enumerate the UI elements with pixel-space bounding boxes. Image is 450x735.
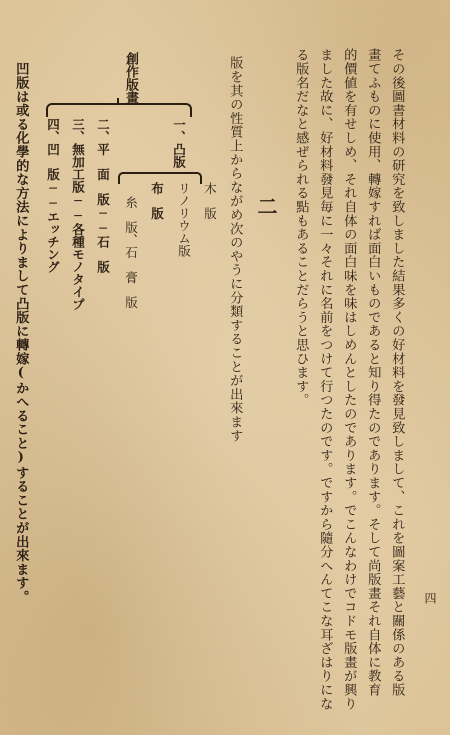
page-number: 四 bbox=[423, 592, 437, 604]
tree-root: 創作版畫 bbox=[123, 52, 138, 104]
branch-unprocessed: 三、無加工版──各種モノタイプ bbox=[70, 118, 86, 311]
relief-type-linoleum: リノリウム版 bbox=[176, 182, 192, 257]
paragraph-line-2: 畫てふものに使用、轉嫁すれば面白いものであると知り得たのであります。そして尚版畫それ自体に教育 bbox=[365, 48, 381, 697]
classification-intro: 版を其の性質上からながめ次のやうに分類することが出來ます bbox=[227, 56, 243, 443]
paragraph-line-1: その後圖書材料の研究を致しました結果多くの好材料を發見致しまして、これを圖案工藝と關係のある版 bbox=[389, 48, 405, 697]
paragraph-line-3: 的價値を有せしめ、それ自体の面白味を味はしめんとしたのであります。でこんなわけでコドモ版畫が興り bbox=[341, 48, 357, 711]
branch-planographic: 二、平 面 版──石 版 bbox=[95, 118, 111, 273]
relief-type-woodblock: 木 版 bbox=[202, 182, 218, 220]
tree-bracket bbox=[46, 103, 192, 117]
closing-sentence: 凹版は或る化學的な方法によりまして凸版に轉嫁(かへること)することが出來ます。 bbox=[13, 62, 29, 604]
relief-type-thread-plaster: 糸 版、石 膏 版 bbox=[123, 196, 139, 309]
branch-intaglio: 四、凹 版──エッチング bbox=[45, 118, 61, 273]
tree-bracket-tick bbox=[117, 98, 119, 105]
relief-type-cloth: 布 版 bbox=[149, 182, 165, 220]
branch-relief: 一、凸版 bbox=[171, 118, 187, 168]
paragraph-line-4: ました故に、好材料發見毎に一々それに名前をつけて行つたのです。ですから隨分へんてこな耳ざはりにな bbox=[317, 48, 333, 711]
paragraph-line-5: る版名だなと感ぜられる點もあることだらうと思ひます。 bbox=[293, 48, 309, 407]
section-number: 二 bbox=[254, 196, 278, 216]
